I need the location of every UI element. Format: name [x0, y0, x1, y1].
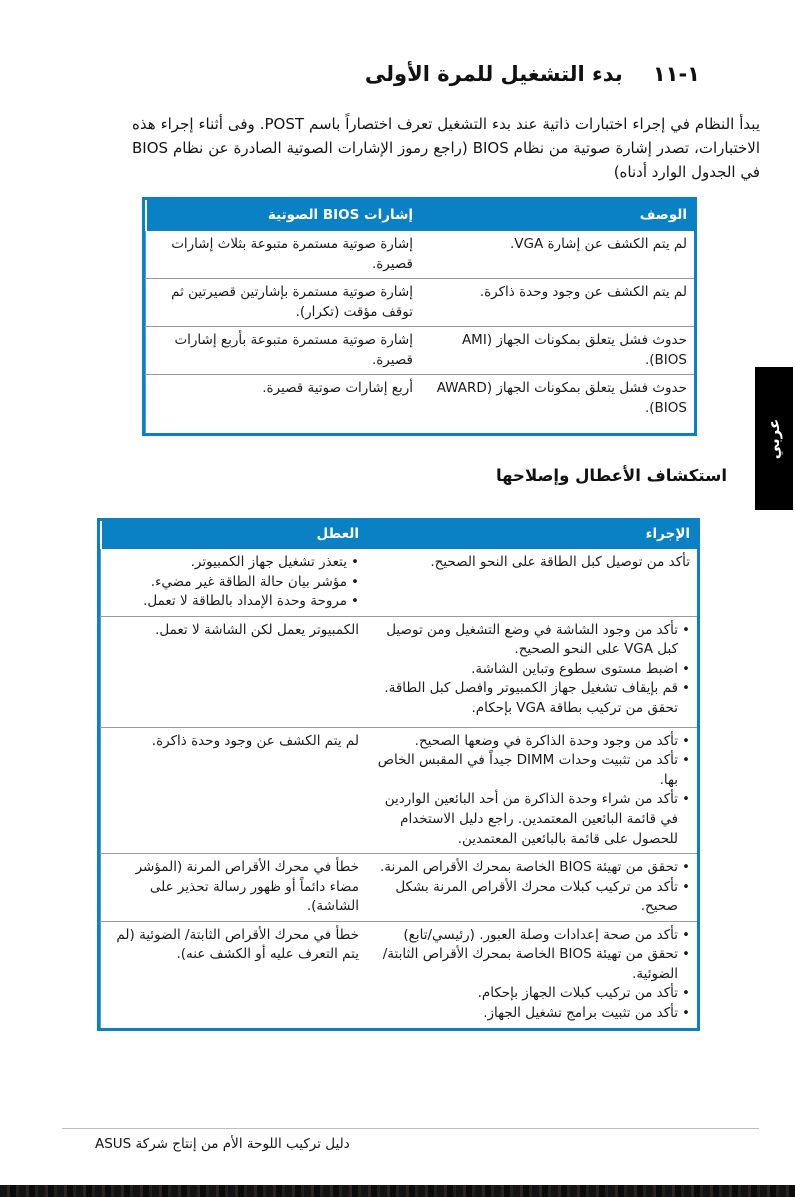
- fault-cell: [100, 854, 366, 921]
- bullet-icon: •: [682, 926, 690, 943]
- bullet-icon: •: [682, 752, 690, 769]
- action-cell: [366, 617, 697, 727]
- language-tab: [755, 367, 793, 510]
- action-item: تأكد من توصيل كبل الطاقة على النحو الصحيح.: [430, 554, 690, 570]
- bullet-icon: •: [682, 1005, 690, 1021]
- table-row: [100, 616, 697, 727]
- fault-item: خطأ في محرك الأقراص الثابتة/ الضوئية (لم يتم التعرف عليه أو الكشف عنه).: [116, 926, 359, 963]
- beep-signal-cell: أربع إشارات صوتية قصيرة.: [145, 375, 420, 433]
- table-row: [145, 374, 694, 433]
- bullet-icon: •: [682, 791, 690, 808]
- action-cell: [366, 549, 697, 616]
- beep-description-cell: حدوث فشل يتعلق بمكونات الجهاز (AMI BIOS).: [461, 332, 687, 368]
- troubleshooting-header-action: الإجراء: [645, 526, 690, 543]
- table-row: [100, 727, 697, 853]
- action-item: تأكد من تركيب كبلات محرك الأقراص المرنة بشكل صحيح.: [395, 878, 679, 915]
- action-item: تأكد من وجود وحدة الذاكرة في وضعها الصحيح.: [414, 732, 679, 749]
- fault-item: لم يتم الكشف عن وجود وحدة ذاكرة.: [151, 732, 359, 749]
- action-item: قم بإيقاف تشغيل جهاز الكمبيوتر وافصل كبل الطاقة. تحقق من تركيب بطاقة VGA بإحكام.: [384, 680, 679, 716]
- fault-item: مؤشر بيان حالة الطاقة غير مضيء.: [150, 573, 348, 590]
- action-item: تأكد من تركيب كبلات الجهاز بإحكام.: [477, 985, 679, 1002]
- page-title: بدء التشغيل للمرة الأولى: [364, 62, 623, 86]
- fault-cell: [100, 922, 366, 1028]
- table-row: [100, 853, 697, 921]
- footer-text: دليل تركيب اللوحة الأم من إنتاج شركة ASUS: [95, 1136, 350, 1152]
- bullet-icon: •: [351, 593, 359, 610]
- bullet-icon: •: [351, 554, 359, 570]
- troubleshooting-table: [97, 518, 700, 1031]
- table-row: [100, 549, 697, 616]
- action-item: تأكد من تثبيت برامج تشغيل الجهاز.: [483, 1005, 679, 1021]
- beep-signal-cell: إشارة صوتية مستمرة بإشارتين قصيرتين ثم توقف مؤقت (تكرار).: [145, 279, 420, 326]
- language-tab-label: عربي: [764, 418, 783, 459]
- beep-codes-table: [142, 197, 697, 436]
- action-cell: [366, 854, 697, 921]
- action-cell: [366, 728, 697, 853]
- bullet-icon: •: [682, 859, 690, 876]
- bullet-icon: •: [351, 573, 359, 590]
- table-row: [145, 231, 694, 278]
- fault-item: مروحة وحدة الإمداد بالطاقة لا تعمل.: [143, 593, 348, 610]
- action-item: تأكد من شراء وحدة الذاكرة من أحد البائعين الواردين في قائمة البائعين المعتمدين. راجع دليل الاستخدام للحصول على قائمة بالبائعين المعتمدين.: [384, 791, 679, 847]
- bullet-icon: •: [682, 621, 690, 638]
- bullet-icon: •: [682, 985, 690, 1002]
- bullet-icon: •: [682, 680, 690, 697]
- table-row: [145, 278, 694, 326]
- table-row: [145, 326, 694, 374]
- footer-divider: [62, 1128, 759, 1129]
- beep-description-cell: حدوث فشل يتعلق بمكونات الجهاز (AWARD BIOS).: [436, 380, 687, 416]
- beep-signal-cell: إشارة صوتية مستمرة متبوعة بأربع إشارات قصيرة.: [145, 327, 420, 374]
- action-cell: [366, 922, 697, 1028]
- troubleshooting-header-fault: العطل: [100, 521, 366, 549]
- fault-cell: [100, 549, 366, 616]
- bullet-icon: •: [682, 946, 690, 963]
- action-item: تأكد من تثبيت وحدات DIMM جيداً في المقبس الخاص بها.: [377, 752, 679, 788]
- fault-item: خطأ في محرك الأقراص المرنة (المؤشر مضاء دائماً أو ظهور رسالة تحذير على الشاشة).: [135, 859, 359, 915]
- section-number: ١-١١: [652, 62, 700, 86]
- beep-signal-cell: إشارة صوتية مستمرة متبوعة بثلاث إشارات قصيرة.: [145, 231, 420, 278]
- beep-table-header-signal: إشارات BIOS الصوتية: [145, 200, 420, 231]
- beep-table-header-row: [145, 200, 694, 231]
- beep-description-cell: لم يتم الكشف عن وجود وحدة ذاكرة.: [479, 284, 687, 301]
- action-item: تحقق من تهيئة BIOS الخاصة بمحرك الأقراص المرنة.: [380, 859, 679, 876]
- action-item: اضبط مستوى سطوع وتباين الشاشة.: [471, 660, 679, 677]
- bullet-icon: •: [682, 732, 690, 749]
- beep-table-header-description: الوصف: [639, 206, 687, 223]
- scan-edge-artifact: [0, 1185, 795, 1197]
- action-item: تحقق من تهيئة BIOS الخاصة بمحرك الأقراص الثابتة/ الضوئية.: [382, 946, 679, 982]
- fault-item: يتعذر تشغيل جهاز الكمبيوتر.: [190, 554, 348, 570]
- fault-cell: [100, 617, 366, 727]
- section-heading: [365, 62, 700, 86]
- bullet-icon: •: [682, 660, 690, 677]
- fault-cell: [100, 728, 366, 853]
- bullet-icon: •: [682, 878, 690, 895]
- beep-description-cell: لم يتم الكشف عن إشارة VGA.: [509, 236, 687, 252]
- action-item: تأكد من صحة إعدادات وصلة العبور. (رئيسي/تابع): [403, 926, 679, 943]
- troubleshooting-heading: استكشاف الأعطال وإصلاحها: [495, 466, 727, 485]
- table-row: [100, 921, 697, 1028]
- fault-item: الكمبيوتر يعمل لكن الشاشة لا تعمل.: [155, 621, 359, 638]
- action-item: تأكد من وجود الشاشة في وضع التشغيل ومن توصيل كبل VGA على النحو الصحيح.: [386, 621, 679, 658]
- troubleshooting-header-row: [100, 521, 697, 549]
- intro-paragraph: يبدأ النظام في إجراء اختبارات ذاتية عند بدء التشغيل تعرف اختصاراً باسم POST. وفى أثناء إجراء هذه الاختبارات، تصدر إشارة صوتية من نظام BIOS (راجع رموز الإشارات الصوتية الصادرة عن نظام BIOS في الجدول الوارد أدناه): [132, 115, 761, 181]
